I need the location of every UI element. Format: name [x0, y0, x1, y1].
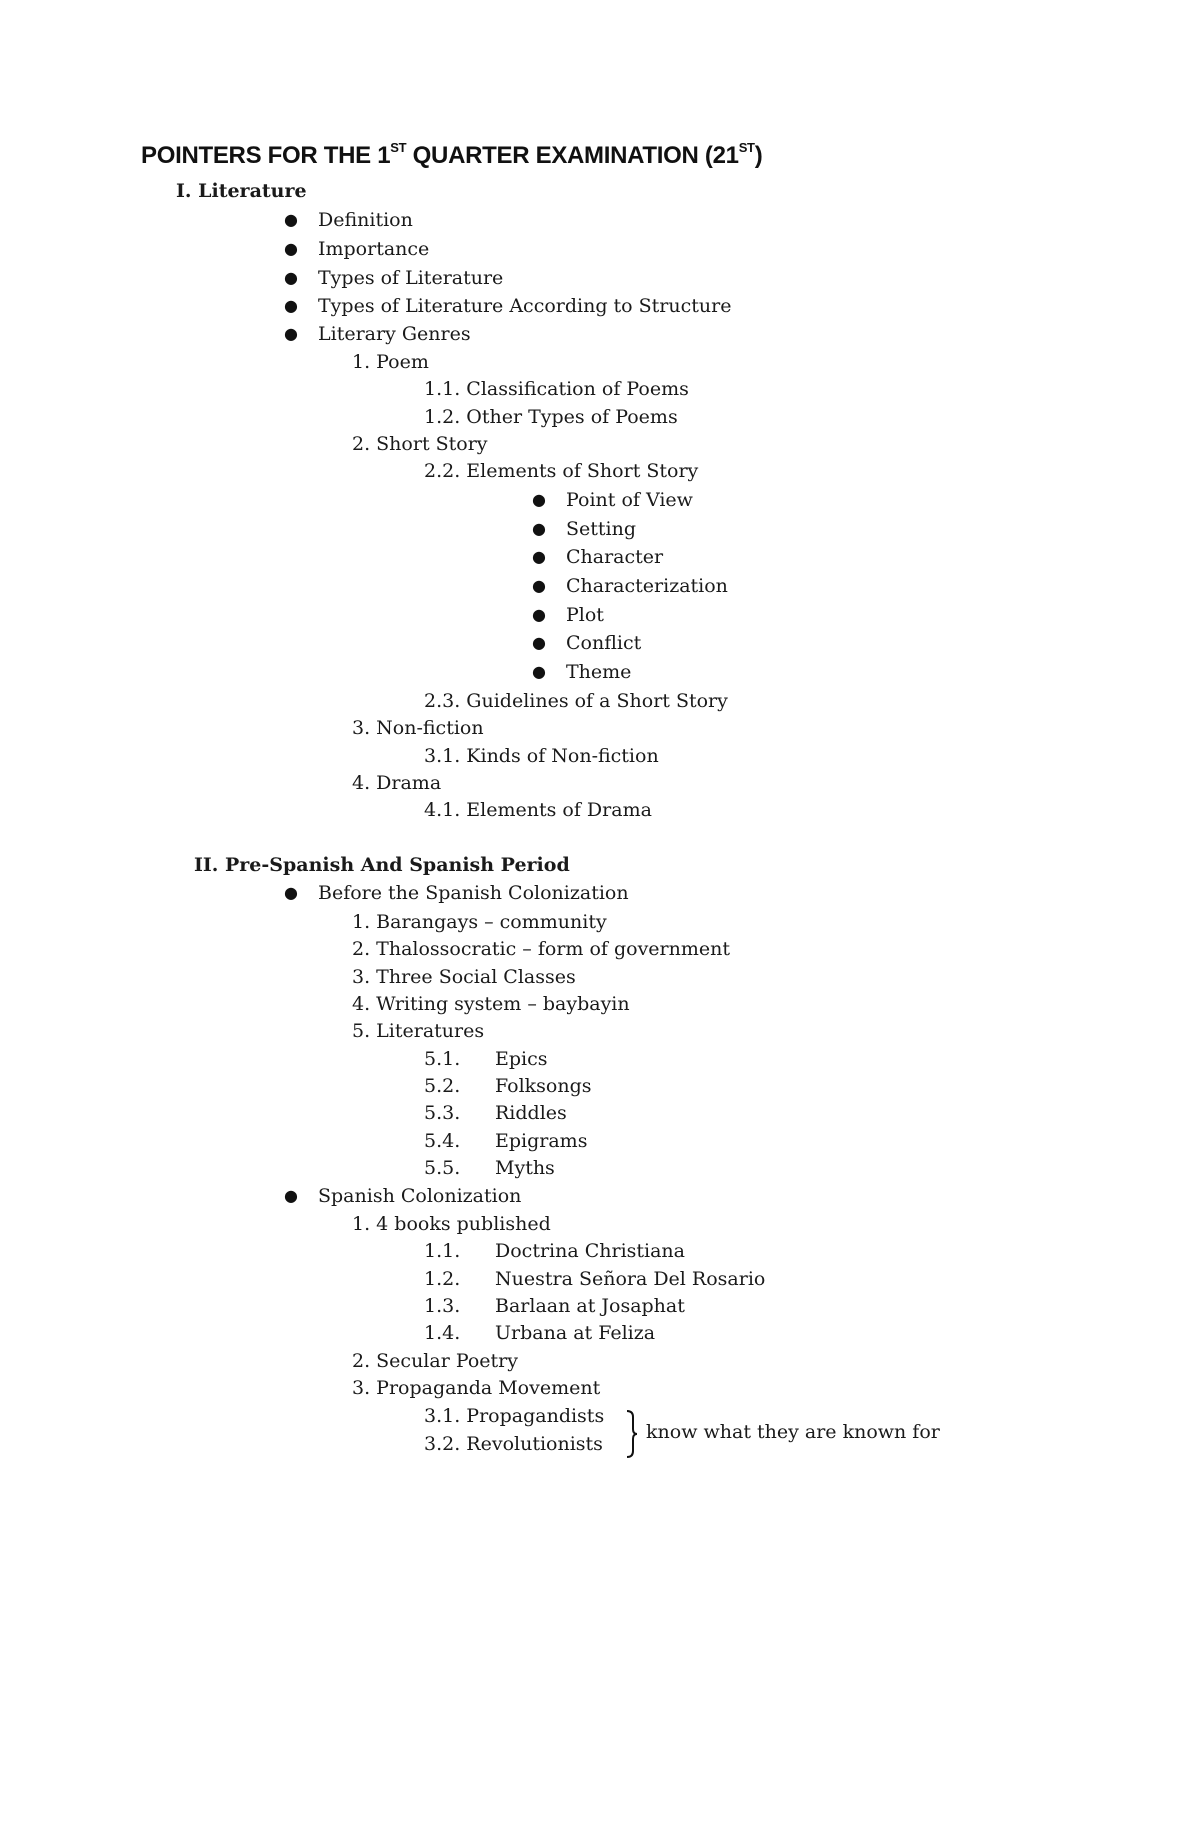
bullet-icon: ●	[284, 210, 298, 229]
list-number: 1.4.	[424, 1322, 461, 1344]
list-item: 1. Barangays – community	[352, 911, 607, 933]
list-item: Types of Literature According to Structure	[318, 295, 732, 317]
bullet-icon: ●	[532, 519, 546, 538]
list-item: 5. Literatures	[352, 1020, 485, 1042]
list-number: 1.3.	[424, 1295, 461, 1317]
list-number: 5.3.	[424, 1102, 461, 1124]
bullet-icon: ●	[284, 296, 298, 315]
title-superscript: ST	[390, 140, 407, 155]
list-item: 1. 4 books published	[352, 1213, 551, 1235]
list-item: Urbana at Feliza	[495, 1322, 656, 1344]
bullet-icon: ●	[284, 268, 298, 287]
list-item: Point of View	[566, 489, 693, 511]
list-item: 1.2. Other Types of Poems	[424, 406, 678, 428]
list-item: Theme	[566, 661, 632, 683]
list-number: 5.5.	[424, 1157, 461, 1179]
list-item: Plot	[566, 604, 604, 626]
bullet-icon: ●	[284, 883, 298, 902]
list-number: 5.1.	[424, 1048, 461, 1070]
section-heading: I. Literature	[176, 180, 307, 202]
bullet-icon: ●	[532, 490, 546, 509]
list-item: 2. Short Story	[352, 433, 488, 455]
section-heading: II. Pre-Spanish And Spanish Period	[194, 854, 570, 876]
list-item: Myths	[495, 1157, 555, 1179]
bullet-icon: ●	[532, 576, 546, 595]
list-item: 4.1. Elements of Drama	[424, 799, 652, 821]
bullet-icon: ●	[532, 605, 546, 624]
list-item: 2.2. Elements of Short Story	[424, 460, 699, 482]
title-superscript: ST	[738, 140, 755, 155]
bullet-icon: ●	[532, 547, 546, 566]
list-item: Spanish Colonization	[318, 1185, 522, 1207]
list-item: 3. Propaganda Movement	[352, 1377, 601, 1399]
list-item: Doctrina Christiana	[495, 1240, 685, 1262]
list-number: 1.1.	[424, 1240, 461, 1262]
list-item: Types of Literature	[318, 267, 504, 289]
title-part: POINTERS FOR THE 1	[141, 142, 391, 169]
list-item: 3.2. Revolutionists	[424, 1433, 603, 1455]
bullet-icon: ●	[532, 662, 546, 681]
bullet-icon: ●	[284, 239, 298, 258]
right-brace-icon	[626, 1410, 638, 1458]
bullet-icon: ●	[284, 1186, 298, 1205]
list-item: Literary Genres	[318, 323, 471, 345]
list-item: 2. Thalossocratic – form of government	[352, 938, 730, 960]
bullet-icon: ●	[532, 633, 546, 652]
list-item: Characterization	[566, 575, 728, 597]
list-item: 1. Poem	[352, 351, 429, 373]
list-item: 2. Secular Poetry	[352, 1350, 518, 1372]
list-item: Before the Spanish Colonization	[318, 882, 629, 904]
list-item: Nuestra Señora Del Rosario	[495, 1268, 766, 1290]
list-item: Riddles	[495, 1102, 567, 1124]
list-item: Barlaan at Josaphat	[495, 1295, 685, 1317]
list-number: 1.2.	[424, 1268, 461, 1290]
list-item: 4. Drama	[352, 772, 442, 794]
title-part: QUARTER EXAMINATION (21	[406, 142, 739, 169]
list-item: Folksongs	[495, 1075, 592, 1097]
list-item: Epics	[495, 1048, 548, 1070]
annotation-note: know what they are known for	[646, 1421, 940, 1443]
bullet-icon: ●	[284, 324, 298, 343]
list-number: 5.2.	[424, 1075, 461, 1097]
list-item: 3.1. Kinds of Non-fiction	[424, 745, 659, 767]
list-item: Setting	[566, 518, 637, 540]
list-item: 4. Writing system – baybayin	[352, 993, 630, 1015]
list-item: 3.1. Propagandists	[424, 1405, 605, 1427]
list-item: Conflict	[566, 632, 642, 654]
list-number: 5.4.	[424, 1130, 461, 1152]
list-item: 2.3. Guidelines of a Short Story	[424, 690, 728, 712]
list-item: 3. Non-fiction	[352, 717, 484, 739]
title-part: )	[754, 142, 763, 169]
list-item: Epigrams	[495, 1130, 588, 1152]
page-title	[141, 142, 762, 170]
list-item: 1.1. Classification of Poems	[424, 378, 689, 400]
list-item: Importance	[318, 238, 430, 260]
list-item: Definition	[318, 209, 413, 231]
list-item: 3. Three Social Classes	[352, 966, 576, 988]
list-item: Character	[566, 546, 664, 568]
